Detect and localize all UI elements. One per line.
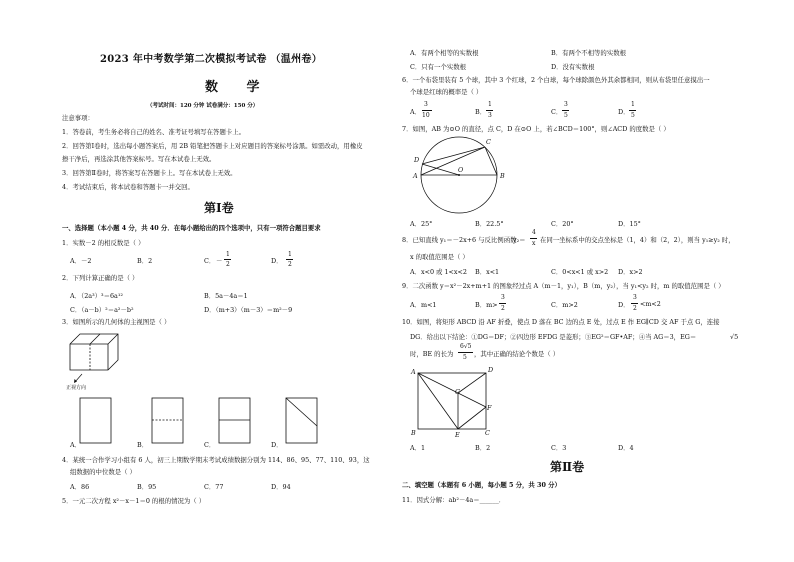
q5-option-a: A．有两个相等的实数根	[410, 49, 479, 57]
q10-label-e: E	[455, 431, 460, 439]
q8-line2: x 的取值范围是（ ）	[410, 253, 469, 261]
q7-label-b: B	[500, 172, 505, 180]
q5-stem: 5．一元二次方程 x²－x－1＝0 的根的情况为（ ）	[62, 497, 206, 505]
fraction-bar	[530, 238, 537, 239]
fraction-bar	[458, 352, 473, 353]
q6-c-den: 5	[564, 112, 568, 119]
q1-c-den: 2	[226, 261, 230, 268]
q10-option-a: A．1	[410, 444, 426, 452]
note-line: 擦干净后，再选涂其他答案标号。写在本试卷上无效。	[62, 155, 216, 163]
q7-stem: 7．如图，AB 为⊙O 的直径，点 C，D 在⊙O 上，若∠BCD＝100°，则∠ACD 的度数是（ ）	[402, 125, 670, 133]
q4-line1: 4．某统一合作学习小组有 6 人，初三上期数学期末考试成绩数据分别为 114、86、95、77、110、93，这	[62, 456, 370, 464]
q10-label-c: C	[485, 429, 490, 437]
subject-title: 数 学	[205, 80, 272, 95]
q8-frac-num: 4	[532, 229, 536, 236]
q3-option-a: A．	[70, 441, 82, 449]
q6-b-den: 3	[488, 112, 492, 119]
q8-line1b: y₂＝	[513, 236, 526, 244]
q10-label-d: D	[488, 366, 494, 374]
q6-option-a: A．	[410, 108, 422, 116]
q3-option-d: D．	[271, 441, 283, 449]
q10-label-a: A	[411, 368, 416, 376]
q2-option-b: B．5a－4a＝1	[204, 292, 248, 300]
q6-a-den: 10	[422, 112, 430, 119]
solid-figure	[66, 330, 126, 388]
q8-option-d: D．x>2	[618, 268, 643, 276]
q10-frac-num: 6√5	[460, 343, 472, 350]
fraction-bar	[486, 110, 493, 111]
q6-a-num: 3	[424, 101, 428, 108]
q9-option-d: D．	[618, 301, 630, 309]
q9-b-den: 2	[501, 305, 505, 312]
q6-option-d: D．	[618, 108, 630, 116]
q1-option-a: A．－2	[70, 257, 92, 265]
q10-line3a: 时，BE 的长为	[410, 350, 454, 358]
fraction-bar	[224, 259, 231, 260]
q10-option-c: C．3	[551, 444, 567, 452]
q7-label-c: C	[486, 138, 491, 146]
q6-line1: 6．一个布袋里装有 5 个球，其中 3 个红球，2 个白球，每个球除颜色外其余都相同，则从布袋里任意摸出一	[402, 76, 710, 84]
rectangle-fold-figure	[416, 371, 496, 431]
q7-option-c: C．20°	[551, 220, 574, 228]
fraction-bar	[286, 259, 293, 260]
q9-b-num: 3	[501, 294, 505, 301]
q7-label-o: O	[458, 166, 464, 174]
q6-d-den: 5	[631, 112, 635, 119]
q9-stem: 9．二次函数 y＝x²－2x+m+1 的图象经过点 A（m－1，y₁），B（m，y₂），当 y₁<y₂ 时，m 的取值范围是（ ）	[402, 282, 725, 290]
q7-label-d: D	[414, 156, 420, 164]
q3-option-b: B．	[137, 441, 149, 449]
q6-d-num: 1	[631, 101, 635, 108]
q8-option-b: B．x<1	[475, 268, 500, 276]
q7-option-d: D．15°	[618, 220, 641, 228]
q7-option-a: A．25°	[410, 220, 433, 228]
q4-option-a: A．86	[70, 483, 90, 491]
q6-option-c: C．	[551, 108, 563, 116]
part1-title: 第Ⅰ卷	[204, 201, 234, 215]
q1-option-c: C．	[204, 257, 216, 265]
note-line: 2．回答第Ⅰ卷时，选出每小题答案后，用 2B 铅笔把答题卡上对应题目的答案标号涂黑。如需改动，用橡皮	[62, 142, 363, 150]
q4-option-d: D．94	[271, 483, 291, 491]
q1-option-c-neg: －	[216, 257, 223, 265]
q10-frac-den: 5	[463, 354, 467, 361]
q1-stem: 1．实数－2 的相反数是（ ）	[62, 239, 145, 247]
exam-title: 2023 年中考数学第二次模拟考试卷 （温州卷）	[100, 54, 322, 65]
q5-option-c: C．只有一个实数根	[410, 63, 467, 71]
q9-option-a: A．m<1	[410, 301, 437, 309]
q9-d-den: 2	[633, 305, 637, 312]
q10-sqrt5: √5	[730, 333, 739, 341]
note-line: 4．考试结束后，将本试卷和答题卡一并交回。	[62, 183, 194, 191]
q7-option-b: B．22.5°	[475, 220, 504, 228]
q10-label-g: G	[455, 388, 461, 396]
q10-label-f: F	[487, 404, 492, 412]
q9-d-num: 3	[633, 294, 637, 301]
fraction-bar	[562, 110, 569, 111]
notes-heading: 注意事项：	[62, 114, 94, 122]
q5-option-d: D．没有实数根	[551, 63, 595, 71]
q2-option-d: D．（m+3）（m－3）＝m²－9	[204, 306, 293, 314]
fraction-bar	[629, 110, 636, 111]
q9-option-c: C．m>2	[551, 301, 578, 309]
part2-title: 第Ⅱ卷	[550, 460, 585, 474]
q3-stem: 3．如图所示的几何体的主视图是（ ）	[62, 318, 171, 326]
q8-line1c: 在同一坐标系中的交点坐标是（1，4）和（2，2），则当 y₁≥y₂ 时，	[540, 236, 735, 244]
fraction-bar	[422, 110, 432, 111]
q6-b-num: 1	[488, 101, 492, 108]
note-line: 3．回答第Ⅱ卷时，将答案写在答题卡上。写在本试卷上无效。	[62, 169, 237, 177]
q1-d-den: 2	[288, 261, 292, 268]
q1-option-b: B．2	[137, 257, 153, 265]
q8-line1a: 8．已知直线 y₁＝－2x+6 与反比例函数	[402, 236, 517, 244]
q8-option-c: C．0<x<1 或 x>2	[551, 268, 609, 276]
q10-line1: 10．如图，将矩形 ABCD 沿 AF 折叠，使点 D 落在 BC 边的点 E 处，过点 E 作 EG∥CD 交 AF 于点 G，连接	[402, 318, 720, 326]
fraction-bar	[631, 303, 638, 304]
view-direction-caption: 正视方向	[66, 385, 87, 391]
q8-option-a: A．x<0 或 1<x<2	[410, 268, 467, 276]
q6-c-num: 3	[564, 101, 568, 108]
q10-option-b: B．2	[475, 444, 491, 452]
q5-option-b: B．有两个不相等的实数根	[551, 49, 626, 57]
q7-label-a: A	[413, 172, 418, 180]
circle-figure	[410, 134, 510, 216]
q3-option-c: C．	[204, 441, 216, 449]
q1-d-num: 1	[288, 251, 292, 258]
q6-option-b: B．	[475, 108, 487, 116]
q2-option-a: A．（2a³）³＝6a¹²	[70, 292, 123, 300]
q2-stem: 2．下列计算正确的是（ ）	[62, 274, 139, 282]
q4-option-b: B．95	[137, 483, 157, 491]
q2-option-c: C．（a－b）²＝a²－b²	[70, 306, 134, 314]
fraction-bar	[499, 303, 506, 304]
section2-heading: 二、填空题（本题有 6 小题，每小题 5 分，共 30 分）	[402, 481, 561, 489]
q10-line2: DG．给出以下结论：①DG＝DF；②四边形 EFDG 是菱形；③EG²＝GF•AF；④当 AG＝3，EG＝	[410, 333, 697, 341]
q9-option-d-tail: <m<2	[640, 300, 661, 308]
q10-line3b: ，其中正确的结论个数是（ ）	[474, 350, 560, 358]
q4-option-c: C．77	[204, 483, 224, 491]
note-line: 1．答卷前，考生务必将自己的姓名、准考证号填写在答题卡上。	[62, 128, 246, 136]
q1-option-d: D．	[271, 257, 283, 265]
q6-line2: 个球是红球的概率是（ ）	[410, 88, 483, 96]
q10-option-d: D．4	[618, 444, 634, 452]
exam-meta: （考试时间：120 分钟 试卷满分：150 分）	[147, 103, 259, 109]
q1-c-num: 1	[226, 251, 230, 258]
q4-line2: 组数据的中位数是（ ）	[70, 468, 136, 476]
q11-stem: 11．因式分解：ab²－4a＝______．	[402, 496, 506, 504]
q10-label-b: B	[411, 429, 416, 437]
section1-heading: 一、选择题（本小题 4 分，共 40 分．在每小题给出的四个选项中，只有一项符合题目要求	[62, 224, 321, 232]
q8-frac-den: x	[532, 240, 536, 247]
q9-option-b: B．m>	[475, 301, 498, 309]
